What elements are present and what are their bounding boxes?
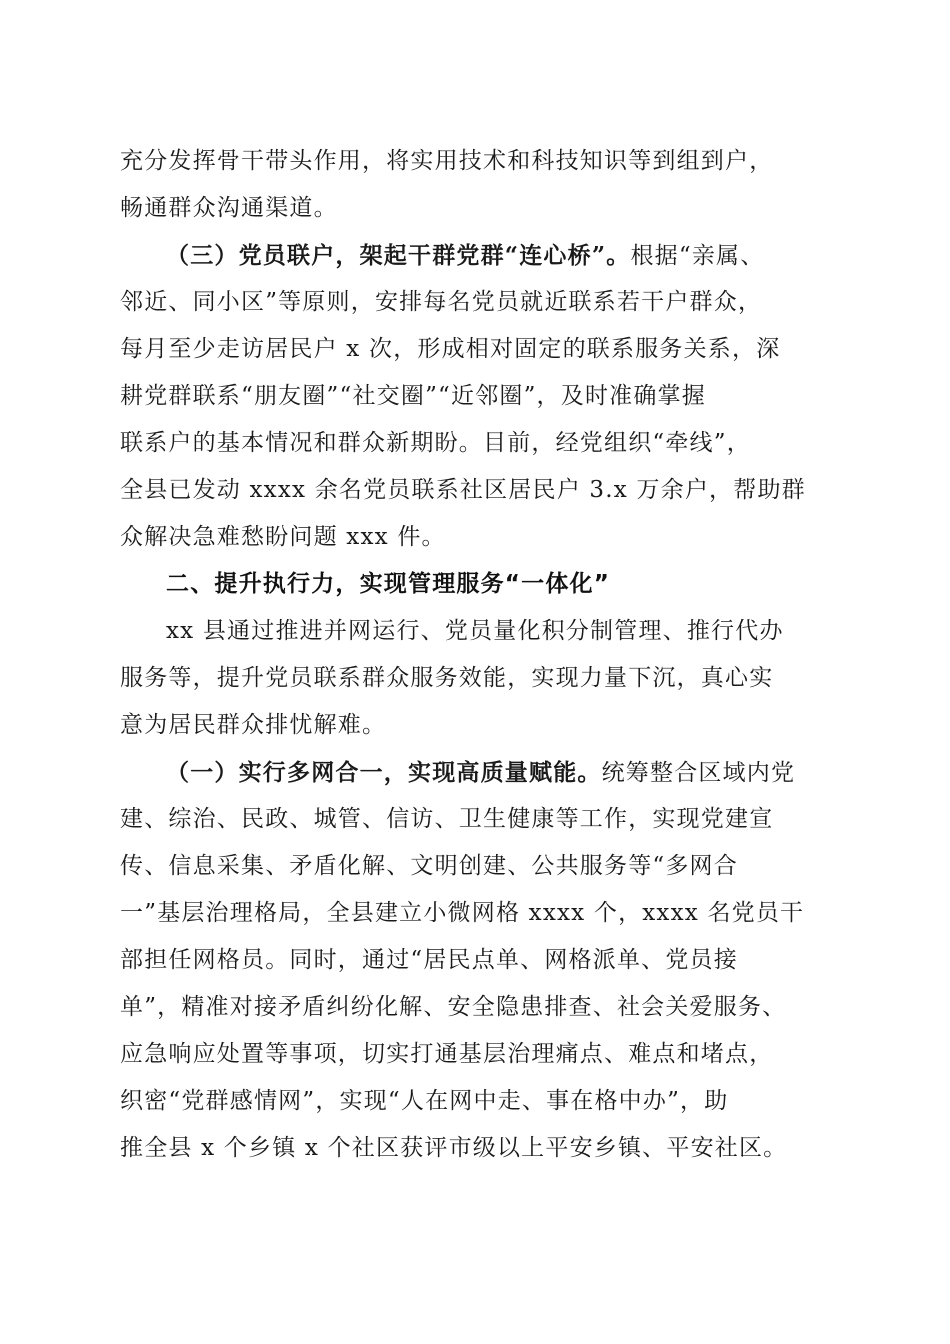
text-line: 畅通群众沟通渠道。 bbox=[120, 195, 338, 221]
paragraph-lead: （三）党员联户，架起干群党群“连心桥”。 bbox=[166, 242, 631, 269]
text-run: 统筹整合区域内党 bbox=[601, 760, 796, 786]
text-line: 每月至少走访居民户 x 次，形成相对固定的联系服务关系，深 bbox=[120, 336, 781, 362]
text-line: 意为居民群众排忧解难。 bbox=[120, 712, 387, 738]
text-line: 建、综治、民政、城管、信访、卫生健康等工作，实现党建宣 bbox=[120, 806, 774, 832]
text-line: 耕党群联系“朋友圈”“社交圈”“近邻圈”，及时准确掌握 bbox=[120, 383, 706, 409]
text-line: 推全县 x 个乡镇 x 个社区获评市级以上平安乡镇、平安社区。 bbox=[120, 1135, 788, 1161]
paragraph-lead: （一）实行多网合一，实现高质量赋能。 bbox=[166, 759, 602, 786]
text-run: 根据“亲属、 bbox=[630, 243, 765, 269]
section-heading: 二、提升执行力，实现管理服务“一体化” bbox=[166, 571, 611, 597]
text-line: 织密“党群感情网”，实现“人在网中走、事在格中办”，助 bbox=[120, 1088, 729, 1114]
text-line: 全县已发动 xxxx 余名党员联系社区居民户 3.x 万余户，帮助群 bbox=[120, 477, 806, 503]
text-line: 传、信息采集、矛盾化解、文明创建、公共服务等“多网合 bbox=[120, 853, 738, 879]
text-line: 联系户的基本情况和群众新期盼。目前，经党组织“牵线”， bbox=[120, 430, 751, 456]
first-line bbox=[120, 749, 842, 796]
text-line: 服务等，提升党员联系群众服务效能，实现力量下沉，真心实 bbox=[120, 665, 774, 691]
text-line: 众解决急难愁盼问题 xxx 件。 bbox=[120, 524, 446, 550]
text-line: 充分发挥骨干带头作用，将实用技术和科技知识等到组到户， bbox=[120, 148, 774, 174]
text-line: 应急响应处置等事项，切实打通基层治理痛点、难点和堵点， bbox=[120, 1041, 774, 1067]
paragraph-party-member-households bbox=[120, 232, 842, 561]
paragraph-multi-network bbox=[120, 749, 842, 1172]
paragraph-intro bbox=[120, 608, 842, 749]
paragraph-continuation bbox=[120, 138, 842, 232]
text-line: xx 县通过推进并网运行、党员量化积分制管理、推行代办 bbox=[166, 618, 784, 644]
first-line bbox=[120, 232, 842, 279]
text-line: 单”，精准对接矛盾纠纷化解、安全隐患排查、社会关爱服务、 bbox=[120, 994, 787, 1020]
section-heading-two bbox=[120, 561, 842, 608]
document-body bbox=[120, 138, 842, 1172]
text-line: 一”基层治理格局，全县建立小微网格 xxxx 个，xxxx 名党员干 bbox=[120, 900, 805, 926]
text-line: 邻近、同小区”等原则，安排每名党员就近联系若干户群众， bbox=[120, 289, 763, 315]
text-line: 部担任网格员。同时，通过“居民点单、网格派单、党员接 bbox=[120, 947, 738, 973]
